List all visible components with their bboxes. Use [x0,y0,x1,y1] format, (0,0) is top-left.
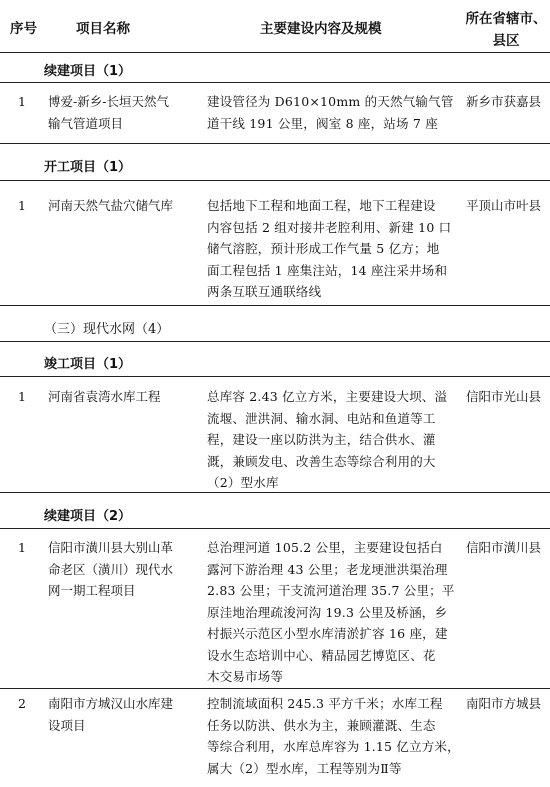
row-location: 信阳市潢川县 [466,540,542,555]
row-no: 1 [18,540,26,555]
row-divider [0,180,550,181]
row-name: 河南天然气盐穴储气库 [48,198,174,213]
row-description: 包括地下工程和地面工程，地下工程建设 内容包括 2 组对接井老腔利用、新建 10 口 储气溶腔，预计形成工作气量 5 亿方；地 面工程包括 1 座集注站，14 座注采井场和 两条互联互通联络线 [207,198,452,299]
row-name: 南阳市方城汉山水库建 设项目 [48,696,174,733]
row-divider [0,341,550,342]
section-label: 开工项目（1） [44,160,132,175]
row-location: 平顶山市叶县 [466,198,542,213]
row-description: 总库容 2.43 亿立方米，主要建设大坝、溢 流堰、泄洪洞、输水洞、电站和鱼道等工 程，建设一座以防洪为主，结合供水、灌 溉，兼顾发电、改善生态等综合利用的大 （2）型水库 [207,389,448,490]
section-label: 续建项目（2） [44,509,132,524]
row-location: 信阳市光山县 [466,389,542,404]
section-label: 竣工项目（1） [44,357,132,372]
header-no: 序号 [10,21,37,37]
header-location: 所在省辖市、 县区 [465,11,547,49]
row-description: 总治理河道 105.2 公里，主要建设包括白 露河下游治理 43 公里；老龙埂泄洪渠治理 2.83 公里；干支流河道治理 35.7 公里；平 原洼地治理疏浚河沟 19.3 公里及桥涵，乡 村振兴示范区小型水库清淤扩容 16 座，建 设水生态培训中心、精品园艺博览区、花 木交易市场等 [207,540,455,684]
row-divider [0,82,550,83]
table-header [0,0,550,53]
section-label: （三）现代水网（4） [44,322,170,337]
row-divider [0,528,550,529]
row-location: 新乡市获嘉县 [466,94,542,109]
row-divider [0,492,550,493]
row-no: 1 [18,198,26,213]
row-name: 河南省袁湾水库工程 [48,389,161,404]
row-divider [0,143,550,144]
row-description: 控制流域面积 245.3 平方千米；水库工程 任务以防洪、供水为主，兼顾灌溉、生态 等综合利用，水库总库容为 1.15 亿立方米， 属大（2）型水库，工程等别为Ⅱ等 [207,696,460,776]
row-description: 建设管径为 D610×10mm 的天然气输气管 道干线 191 公里，阀室 8 座，站场 7 座 [207,94,454,131]
row-name: 信阳市潢川县大别山革 命老区（潢川）现代水 网一期工程项目 [48,540,174,598]
row-location: 南阳市方城县 [466,696,542,711]
header-name: 项目名称 [76,21,130,37]
row-no: 1 [18,389,26,404]
section-label: 续建项目（1） [44,64,132,79]
row-divider [0,688,550,689]
row-divider [0,376,550,377]
header-content: 主要建设内容及规模 [260,21,382,37]
row-no: 1 [18,94,26,109]
row-name: 博爱-新乡-长垣天然气 输气管道项目 [48,94,169,131]
row-divider [0,305,550,306]
row-no: 2 [18,696,26,711]
